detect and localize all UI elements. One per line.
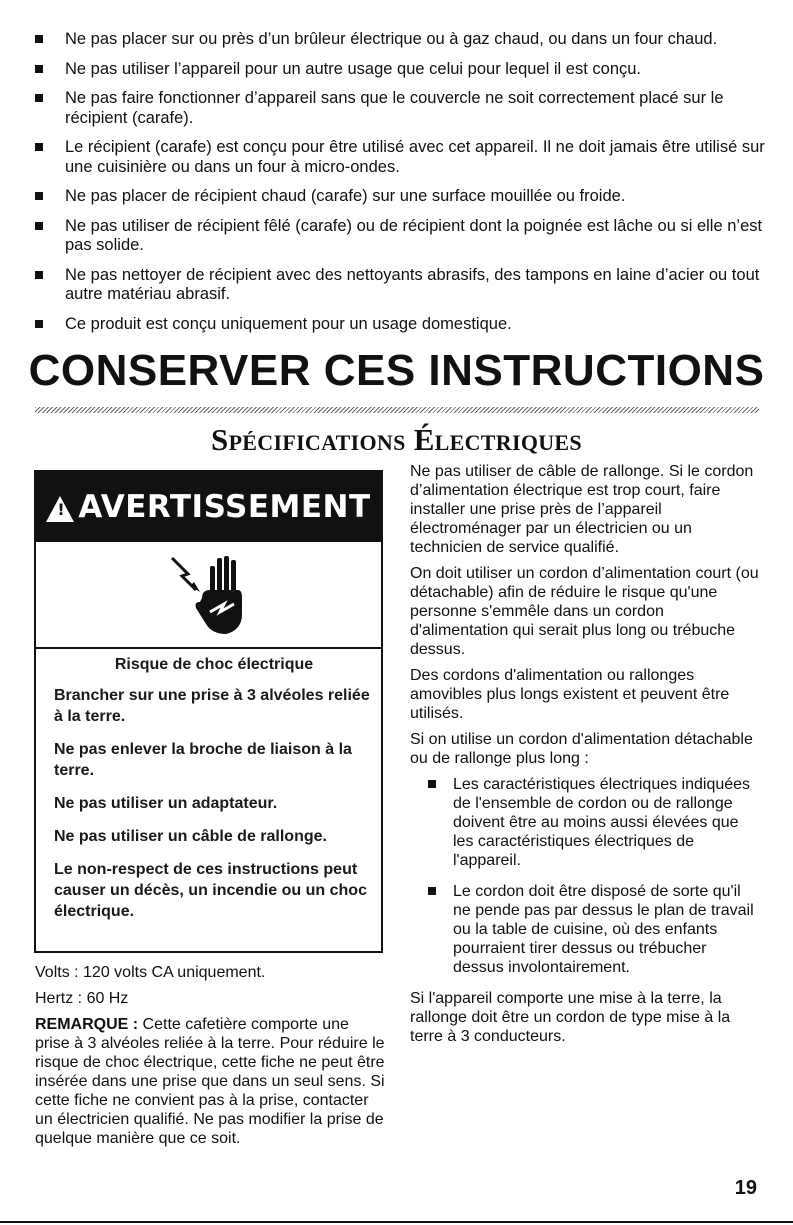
warning-text <box>54 654 374 934</box>
list-item: Le récipient (carafe) est conçu pour être utilisé avec cet appareil. Il ne doit jamais être utilisé sur une cuisinière ou dans un four à micro-ondes. <box>35 138 770 177</box>
warning-header <box>36 472 381 542</box>
warning-line: Le non-respect de ces instructions peut causer un décès, un incendie ou un choc électrique. <box>54 861 367 920</box>
electrical-specs-left <box>35 963 385 1155</box>
volts-text: Volts : 120 volts CA uniquement. <box>35 964 266 981</box>
paragraph: Si on utilise un cordon d'alimentation détachable ou de rallonge plus long : <box>410 731 753 767</box>
square-bullet-icon <box>35 65 43 73</box>
remark-paragraph <box>35 1015 385 1148</box>
square-bullet-icon <box>35 143 43 151</box>
paragraph: Ne pas utiliser de câble de rallonge. Si le cordon d’alimentation électrique est trop court, faire installer une prise près de l’appareil électroménager par un électricien ou un technicien de service qualifié. <box>410 463 754 556</box>
paragraph: Si l'appareil comporte une mise à la terre, la rallonge doit être un cordon de type mise à la terre à 3 conducteurs. <box>410 990 731 1045</box>
safety-bullet-list <box>35 30 770 344</box>
square-bullet-icon <box>35 192 43 200</box>
list-item: Ne pas nettoyer de récipient avec des nettoyants abrasifs, des tampons en laine d’acier ou tout autre matériau abrasif. <box>35 266 770 305</box>
warning-line: Ne pas enlever la broche de liaison à la terre. <box>54 741 352 779</box>
warning-line: Ne pas utiliser un adaptateur. <box>54 795 278 812</box>
remark-label: REMARQUE : <box>35 1016 139 1033</box>
remark-text: Cette cafetière comporte une prise à 3 alvéoles reliée à la terre. Pour réduire le risque de choc électrique, cette fiche ne peut être insérée dans une prise que dans un seul sens. Si cette fiche ne convient pas à la prise, contacter un électricien qualifié. Ne pas modifier la prise de quelque manière que ce soit. <box>35 1016 385 1147</box>
warning-triangle-icon <box>46 496 74 522</box>
square-bullet-icon <box>428 887 436 895</box>
page-title: CONSERVER CES INSTRUCTIONS <box>28 346 765 395</box>
warning-line: Ne pas utiliser un câble de rallonge. <box>54 828 327 845</box>
list-item: Ne pas placer de récipient chaud (carafe) sur une surface mouillée ou froide. <box>35 187 770 207</box>
list-item: Ne pas utiliser de récipient fêlé (carafe) ou de récipient dont la poignée est lâche ou si elle n’est pas solide. <box>35 217 770 256</box>
page-number: 19 <box>734 1177 757 1199</box>
warning-header-label: AVERTISSEMENT <box>78 489 371 525</box>
square-bullet-icon <box>35 35 43 43</box>
square-bullet-icon <box>35 320 43 328</box>
square-bullet-icon <box>428 780 436 788</box>
list-item: Ne pas placer sur ou près d’un brûleur électrique ou à gaz chaud, ou dans un four chaud. <box>35 30 770 50</box>
square-bullet-icon <box>35 94 43 102</box>
square-bullet-icon <box>35 271 43 279</box>
cord-bullet-list <box>410 775 760 977</box>
paragraph: Des cordons d'alimentation ou rallonges amovibles plus longs existent et peuvent être utilisés. <box>410 667 730 722</box>
list-item: Les caractéristiques électriques indiquées de l'ensemble de cordon ou de rallonge doivent être au moins aussi élevées que les caractéristiques électriques de l'appareil. <box>410 775 760 870</box>
list-item: Ne pas faire fonctionner d’appareil sans que le couvercle ne soit correctement placé sur le récipient (carafe). <box>35 89 770 128</box>
square-bullet-icon <box>35 222 43 230</box>
warning-line: Brancher sur une prise à 3 alvéoles reliée à la terre. <box>54 687 370 725</box>
hatched-divider <box>35 407 759 413</box>
section-title: Spécifications Électriques <box>211 422 582 457</box>
list-item: Le cordon doit être disposé de sorte qu'il ne pende pas par dessus le plan de travail ou la table de cuisine, où des enfants pourraient tirer dessus ou trébucher dessus involontairement. <box>410 882 760 977</box>
electrical-specs-right <box>410 462 760 1053</box>
hertz-text: Hertz : 60 Hz <box>35 990 129 1007</box>
warning-box <box>34 470 383 953</box>
warning-divider <box>36 647 381 649</box>
list-item: Ne pas utiliser l’appareil pour un autre usage que celui pour lequel il est conçu. <box>35 60 770 80</box>
electric-shock-icon <box>166 552 256 637</box>
paragraph: On doit utiliser un cordon d’alimentation court (ou détachable) afin de réduire le risque qu'une personne s'emmêle dans un cordon d'alimentation qui serait plus long ou trébuche dessus. <box>410 565 759 658</box>
bottom-rule <box>0 1221 793 1223</box>
warning-title: Risque de choc électrique <box>114 656 314 673</box>
list-item: Ce produit est conçu uniquement pour un usage domestique. <box>35 315 770 335</box>
